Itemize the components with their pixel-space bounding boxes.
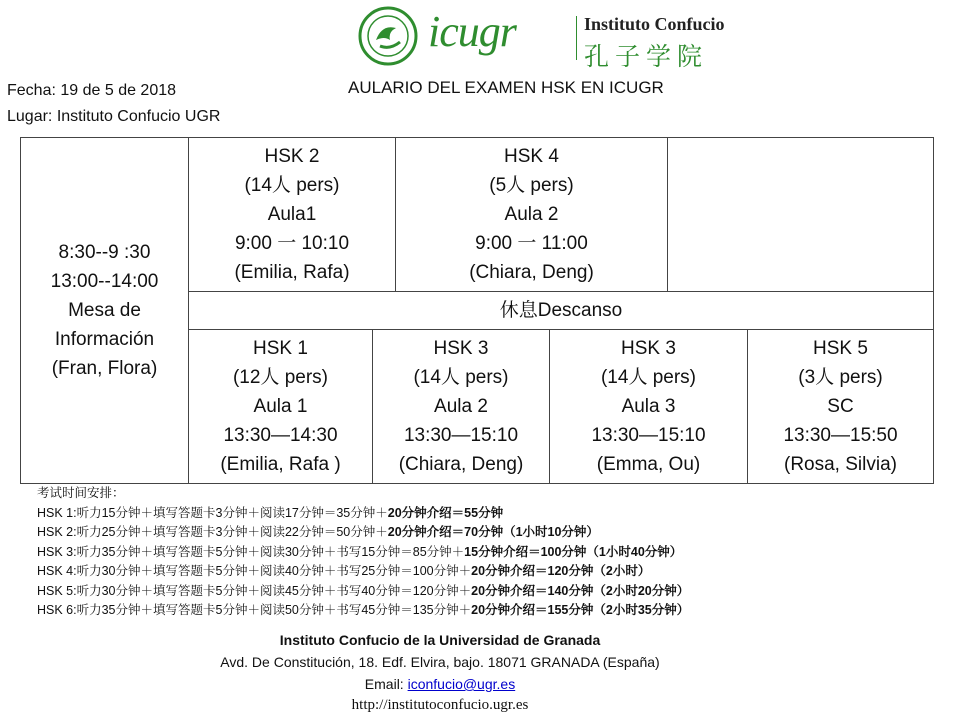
notes-line: [37, 582, 689, 602]
session-room: Aula 1: [253, 396, 308, 417]
session-level: HSK 3: [433, 338, 489, 359]
notes-line-text: HSK 6:听力35分钟＋填写答题卡5分钟＋阅读50分钟＋书写45分钟＝135分钟＋: [37, 603, 472, 617]
session-time: 13:30—15:10: [403, 425, 519, 446]
session-staff: (Rosa, Silvia): [784, 454, 897, 475]
exam-place: Lugar: Instituto Confucio UGR: [7, 108, 221, 125]
notes-line: [37, 523, 689, 543]
session-room: Aula 2: [434, 396, 488, 417]
session-time: 13:30—15:50: [783, 425, 898, 446]
footer-organization: Instituto Confucio de la Universidad de Granada: [279, 632, 601, 648]
info-line: Información: [54, 329, 155, 350]
page-title: AULARIO DEL EXAMEN HSK EN ICUGR: [348, 78, 664, 97]
notes-line-bold: 20分钟介绍＝140分钟（2小时20分钟）: [471, 583, 690, 598]
afternoon-session-hsk3-aula3: [549, 329, 748, 484]
notes-line-text: HSK 5:听力30分钟＋填写答题卡5分钟＋阅读45分钟＋书写40分钟＝120分钟＋: [37, 583, 472, 598]
notes-line-bold: 20分钟介绍＝70分钟（1小时10分钟）: [387, 525, 599, 539]
footer-email: [0, 676, 920, 692]
afternoon-session-hsk3-aula2: [372, 329, 550, 484]
session-staff: (Emilia, Rafa ): [220, 454, 341, 475]
logo-divider: [576, 16, 577, 60]
break-row: [188, 291, 934, 330]
session-level: HSK 5: [813, 338, 868, 359]
notes-line-bold: 20分钟介绍＝155分钟（2小时35分钟）: [471, 603, 690, 617]
session-people: (14人 pers): [600, 367, 697, 388]
notes-line-bold: 20分钟介绍＝55分钟: [387, 505, 504, 520]
footer-email-label: Email:: [364, 676, 408, 692]
session-staff: (Emilia, Rafa): [234, 262, 350, 283]
morning-session-hsk4: [395, 137, 668, 292]
break-label: 休息Descanso: [499, 300, 623, 321]
session-level: HSK 3: [621, 338, 676, 359]
notes-line: [37, 601, 689, 621]
schedule-table: [20, 137, 934, 484]
session-staff: (Chiara, Deng): [469, 262, 594, 283]
session-room: Aula1: [267, 204, 317, 225]
session-room: SC: [827, 396, 854, 417]
notes-line-bold: 15分钟介绍＝100分钟（1小时40分钟）: [464, 544, 683, 559]
session-people: (14人 pers): [244, 175, 340, 196]
session-level: HSK 1: [253, 338, 308, 359]
session-people: (5人 pers): [489, 175, 574, 196]
info-line: 8:30--9 :30: [58, 242, 151, 263]
session-level: HSK 4: [504, 146, 559, 167]
session-time: 13:30—14:30: [223, 425, 338, 446]
info-line: (Fran, Flora): [51, 358, 158, 379]
notes-line: [37, 562, 689, 582]
session-time: 9:00 一 10:10: [234, 233, 350, 254]
notes-line-text: HSK 2:听力25分钟＋填写答题卡3分钟＋阅读22分钟＝50分钟＋: [37, 525, 388, 539]
session-people: (14人 pers): [413, 367, 509, 388]
exam-timing-notes: [37, 484, 689, 621]
email-link[interactable]: iconfucio@ugr.es: [407, 676, 516, 692]
exam-date: Fecha: 19 de 5 de 2018: [7, 82, 177, 99]
footer-website[interactable]: http://institutoconfucio.ugr.es: [351, 697, 529, 713]
morning-session-hsk2: [188, 137, 396, 292]
morning-empty-cell: [667, 137, 934, 292]
session-people: (12人 pers): [232, 367, 328, 388]
session-room: Aula 2: [504, 204, 559, 225]
notes-line: [37, 543, 689, 563]
session-time: 13:30—15:10: [591, 425, 706, 446]
info-desk-cell: [20, 137, 189, 484]
logo-chinese-name: 孔子学院: [584, 42, 709, 71]
notes-line: [37, 504, 689, 524]
footer-address: Avd. De Constitución, 18. Edf. Elvira, bajo. 18071 GRANADA (España): [220, 654, 660, 670]
notes-line-text: HSK 1:听力15分钟＋填写答题卡3分钟＋阅读17分钟＝35分钟＋: [37, 505, 388, 520]
session-staff: (Emma, Ou): [596, 454, 701, 475]
session-level: HSK 2: [264, 146, 320, 167]
logo-institute-name: Instituto Confucio: [584, 14, 725, 34]
info-line: 13:00--14:00: [50, 271, 159, 292]
afternoon-session-hsk5: [747, 329, 934, 484]
logo-wordmark: icugr: [428, 7, 516, 56]
session-staff: (Chiara, Deng): [398, 454, 524, 475]
session-room: Aula 3: [621, 396, 676, 417]
notes-line-text: HSK 4:听力30分钟＋填写答题卡5分钟＋阅读40分钟＋书写25分钟＝100分钟＋: [37, 564, 472, 578]
session-time: 9:00 一 11:00: [475, 233, 588, 254]
institute-logo: [358, 4, 728, 71]
notes-heading: 考试时间安排：: [37, 486, 125, 500]
info-line: Mesa de: [68, 300, 141, 321]
afternoon-session-hsk1: [188, 329, 373, 484]
notes-line-text: HSK 3:听力35分钟＋填写答题卡5分钟＋阅读30分钟＋书写15分钟＝85分钟＋: [37, 544, 465, 559]
notes-line-bold: 20分钟介绍＝120分钟（2小时）: [471, 564, 651, 578]
confucius-seal-icon: [358, 6, 418, 66]
session-people: (3人 pers): [798, 367, 883, 388]
